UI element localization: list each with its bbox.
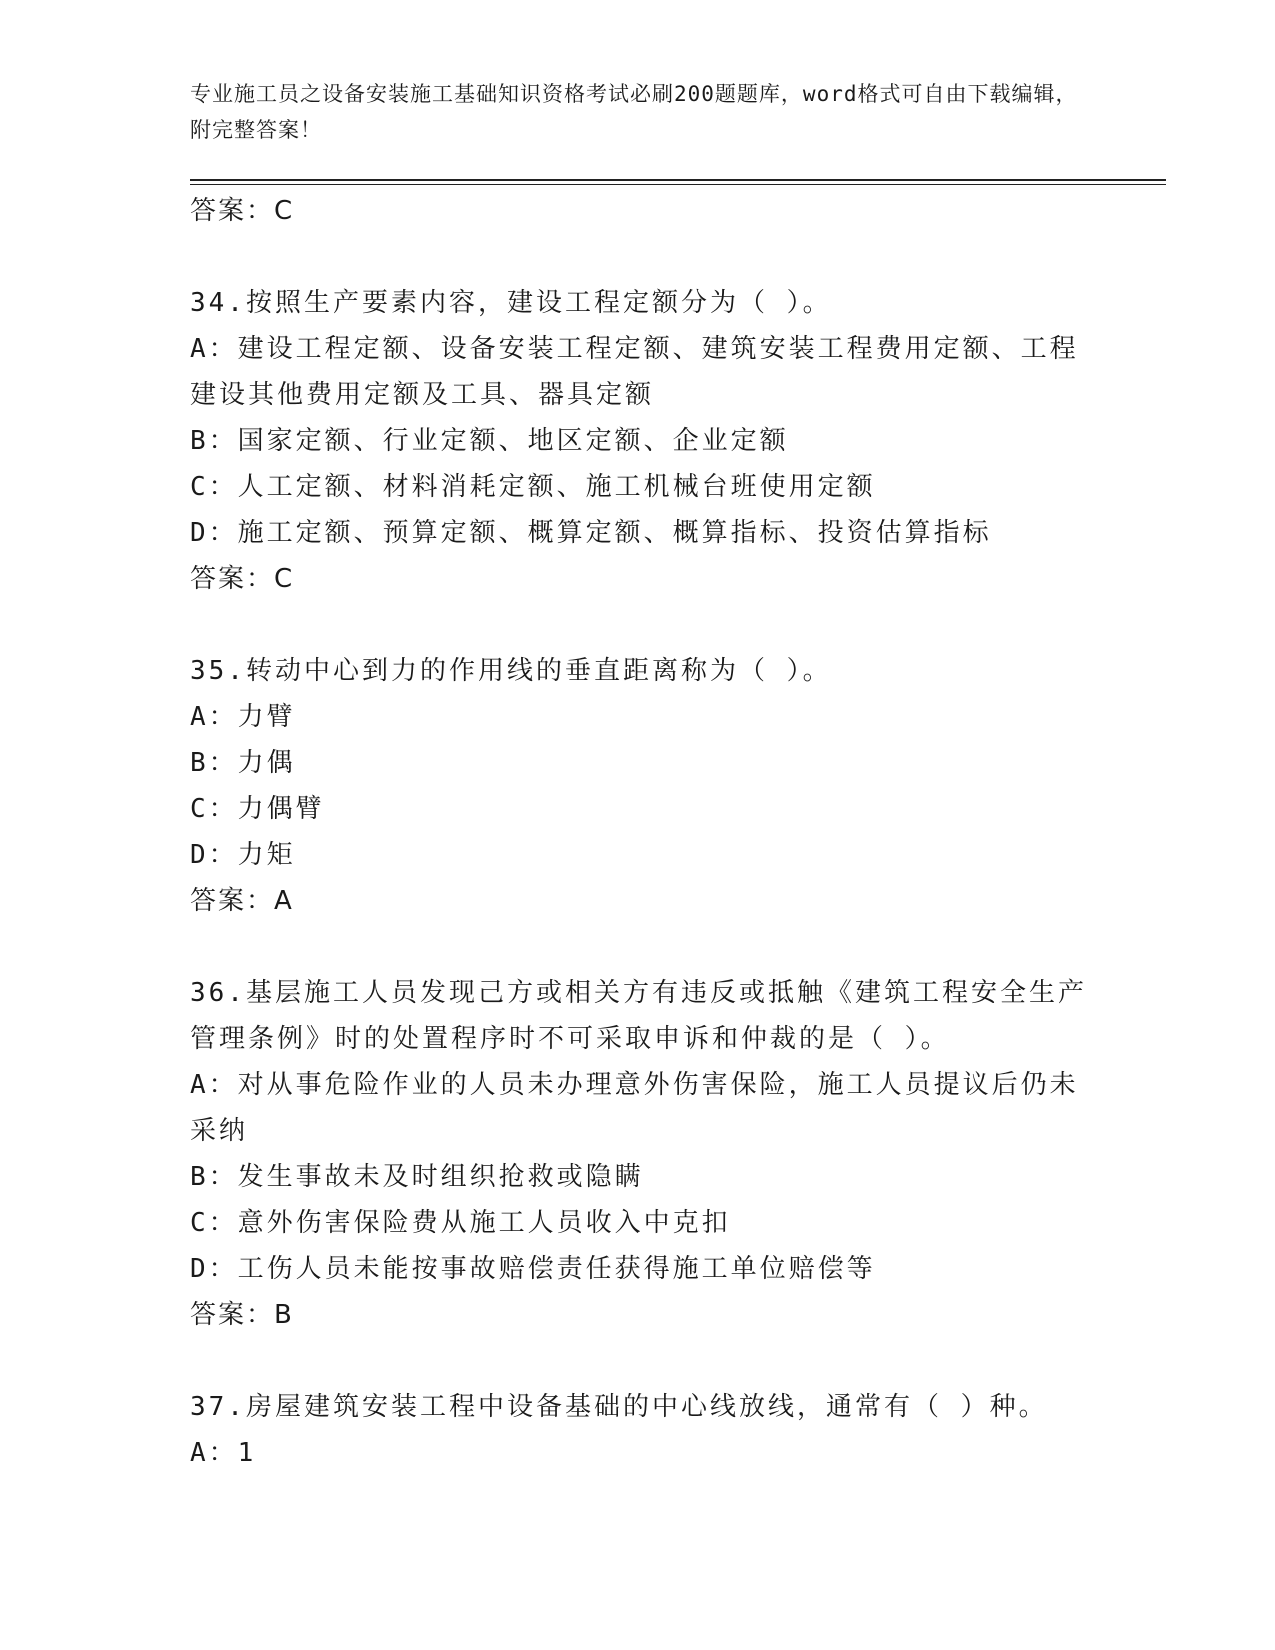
question-content xyxy=(190,188,1090,1476)
question-block xyxy=(190,280,1090,602)
option-c: C：人工定额、材料消耗定额、施工机械台班使用定额 xyxy=(190,472,876,502)
document-header: 专业施工员之设备安装施工基础知识资格考试必刷200题题库，word格式可自由下载编辑，附完整答案！ xyxy=(190,82,1078,142)
question-answer: 答案：C xyxy=(190,564,295,594)
option-d: D：力矩 xyxy=(190,840,296,870)
option-a: A：1 xyxy=(190,1438,257,1468)
question-stem: 34.按照生产要素内容，建设工程定额分为（ ）。 xyxy=(190,288,832,318)
option-b: B：国家定额、行业定额、地区定额、企业定额 xyxy=(190,426,789,456)
question-block xyxy=(190,1384,1090,1476)
question-block xyxy=(190,648,1090,924)
spacer xyxy=(190,234,1090,280)
option-b: B：力偶 xyxy=(190,748,296,778)
header-divider-thick xyxy=(190,179,1166,181)
spacer xyxy=(190,1338,1090,1384)
option-a: A：对从事危险作业的人员未办理意外伤害保险，施工人员提议后仍未采纳 xyxy=(190,1070,1079,1146)
option-c: C：力偶臂 xyxy=(190,794,325,824)
question-answer: 答案：B xyxy=(190,1300,294,1330)
option-d: D：施工定额、预算定额、概算定额、概算指标、投资估算指标 xyxy=(190,518,992,548)
question-stem: 35.转动中心到力的作用线的垂直距离称为（ ）。 xyxy=(190,656,832,686)
option-a: A：力臂 xyxy=(190,702,296,732)
option-c: C：意外伤害保险费从施工人员收入中克扣 xyxy=(190,1208,731,1238)
previous-answer: 答案：C xyxy=(190,196,295,226)
question-block xyxy=(190,970,1090,1338)
option-d: D：工伤人员未能按事故赔偿责任获得施工单位赔偿等 xyxy=(190,1254,876,1284)
question-stem: 36.基层施工人员发现己方或相关方有违反或抵触《建筑工程安全生产管理条例》时的处置程序时不可采取申诉和仲裁的是（ ）。 xyxy=(190,978,1087,1054)
header-divider-thin xyxy=(190,184,1166,185)
spacer xyxy=(190,602,1090,648)
option-b: B：发生事故未及时组织抢救或隐瞒 xyxy=(190,1162,644,1192)
question-answer: 答案：A xyxy=(190,886,294,916)
option-a: A：建设工程定额、设备安装工程定额、建筑安装工程费用定额、工程建设其他费用定额及工具、器具定额 xyxy=(190,334,1079,410)
spacer xyxy=(190,924,1090,970)
question-stem: 37.房屋建筑安装工程中设备基础的中心线放线，通常有（ ）种。 xyxy=(190,1392,1048,1422)
